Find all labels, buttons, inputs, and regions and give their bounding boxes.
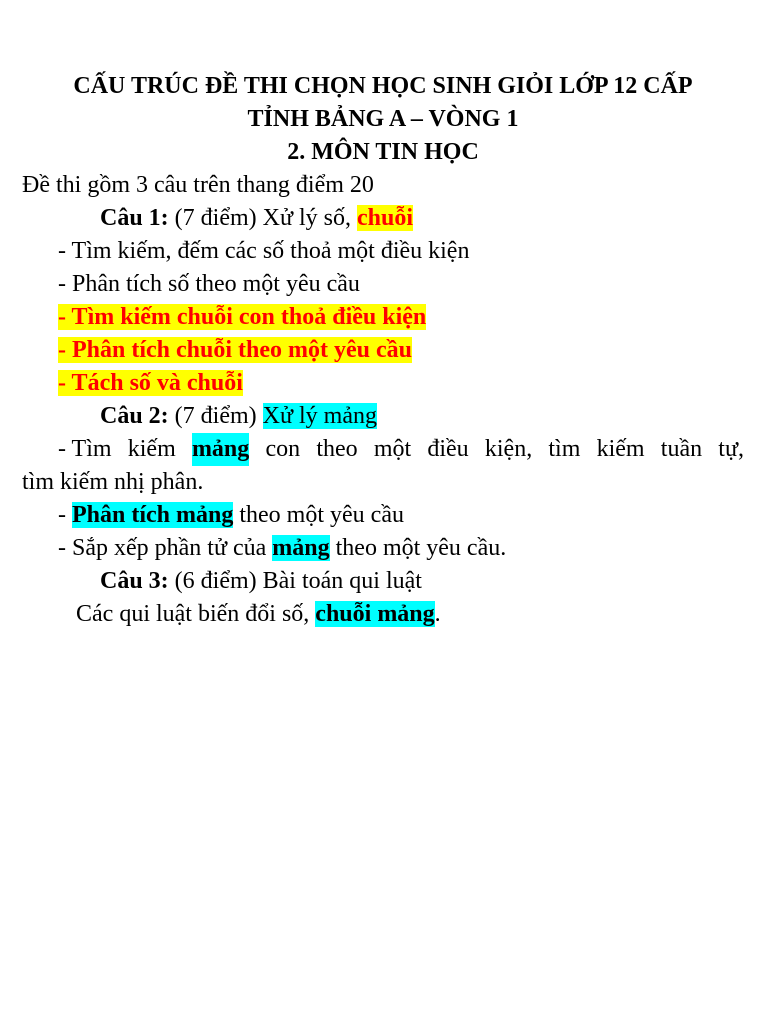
intro-line: Đề thi gồm 3 câu trên thang điểm 20 — [22, 172, 374, 198]
cau1-points: (7 điểm) Xử lý số, — [168, 205, 357, 231]
cau2-label: Câu 2: — [100, 403, 169, 429]
cau3-label: Câu 3: — [100, 568, 169, 594]
cau1-item-3 — [22, 301, 744, 334]
cau2-item-1-highlight: mảng — [192, 433, 249, 466]
cau2-item-1 — [22, 433, 744, 466]
cau2-item-3-highlight: mảng — [272, 535, 330, 561]
cau1-highlight: chuỗi — [357, 205, 414, 231]
cau1-item-1: - Tìm kiếm, đếm các số thoả một điều kiện — [58, 238, 470, 264]
cau3-heading — [22, 565, 744, 598]
cau2-item-3 — [22, 532, 744, 565]
cau2-item-1-continuation: tìm kiếm nhị phân. — [22, 469, 204, 495]
cau3-line — [22, 598, 744, 631]
cau1-heading — [22, 202, 744, 235]
cau2-item-1-word: - Tìm — [58, 436, 112, 462]
cau2-item-2-highlight: Phân tích mảng — [72, 502, 234, 528]
cau3-line-highlight: chuỗi mảng — [315, 601, 435, 627]
cau2-item-1-word: điều — [427, 436, 469, 462]
cau2-heading — [22, 400, 744, 433]
cau2-item-1-word: theo — [316, 436, 358, 462]
cau2-item-2 — [22, 499, 744, 532]
cau2-item-3-prefix: - Sắp xếp phần tử của — [58, 535, 273, 561]
document-title — [22, 70, 744, 169]
cau3-line-suffix: . — [434, 601, 441, 627]
cau2-highlight: Xử lý mảng — [262, 403, 377, 429]
cau3-points: (6 điểm) Bài toán qui luật — [168, 568, 422, 594]
title-line-3: 2. MÔN TIN HỌC — [287, 139, 479, 165]
cau1-item-5 — [22, 367, 744, 400]
cau2-points: (7 điểm) — [168, 403, 263, 429]
cau1-item-3-text: - Tìm kiếm chuỗi con thoả điều kiện — [58, 304, 427, 330]
cau2-item-1-word: một — [373, 436, 412, 462]
cau1-item-2: - Phân tích số theo một yêu cầu — [58, 271, 360, 297]
cau1-item-4 — [22, 334, 744, 367]
cau3-line-prefix: Các qui luật biến đổi số, — [76, 601, 316, 627]
cau2-item-1-word: tìm — [548, 436, 581, 462]
title-line-2: TỈNH BẢNG A – VÒNG 1 — [247, 106, 519, 132]
cau2-item-1-word: tự, — [718, 436, 744, 462]
cau2-item-1-word: con — [265, 436, 301, 462]
cau2-item-2-suffix: theo một yêu cầu — [233, 502, 404, 528]
cau2-item-1-word: tuần — [660, 436, 703, 462]
cau2-item-2-prefix: - — [58, 502, 72, 528]
cau1-item-4-text: - Phân tích chuỗi theo một yêu cầu — [58, 337, 412, 363]
cau1-item-5-text: - Tách số và chuỗi — [58, 370, 243, 396]
cau1-label: Câu 1: — [100, 205, 169, 231]
title-line-1: CẤU TRÚC ĐỀ THI CHỌN HỌC SINH GIỎI LỚP 12 CẤP — [73, 73, 693, 99]
cau2-item-1-word: kiếm — [127, 436, 176, 462]
cau2-item-3-suffix: theo một yêu cầu. — [329, 535, 507, 561]
cau2-item-1-word: kiếm — [596, 436, 645, 462]
cau2-item-1-word: kiện, — [484, 436, 533, 462]
